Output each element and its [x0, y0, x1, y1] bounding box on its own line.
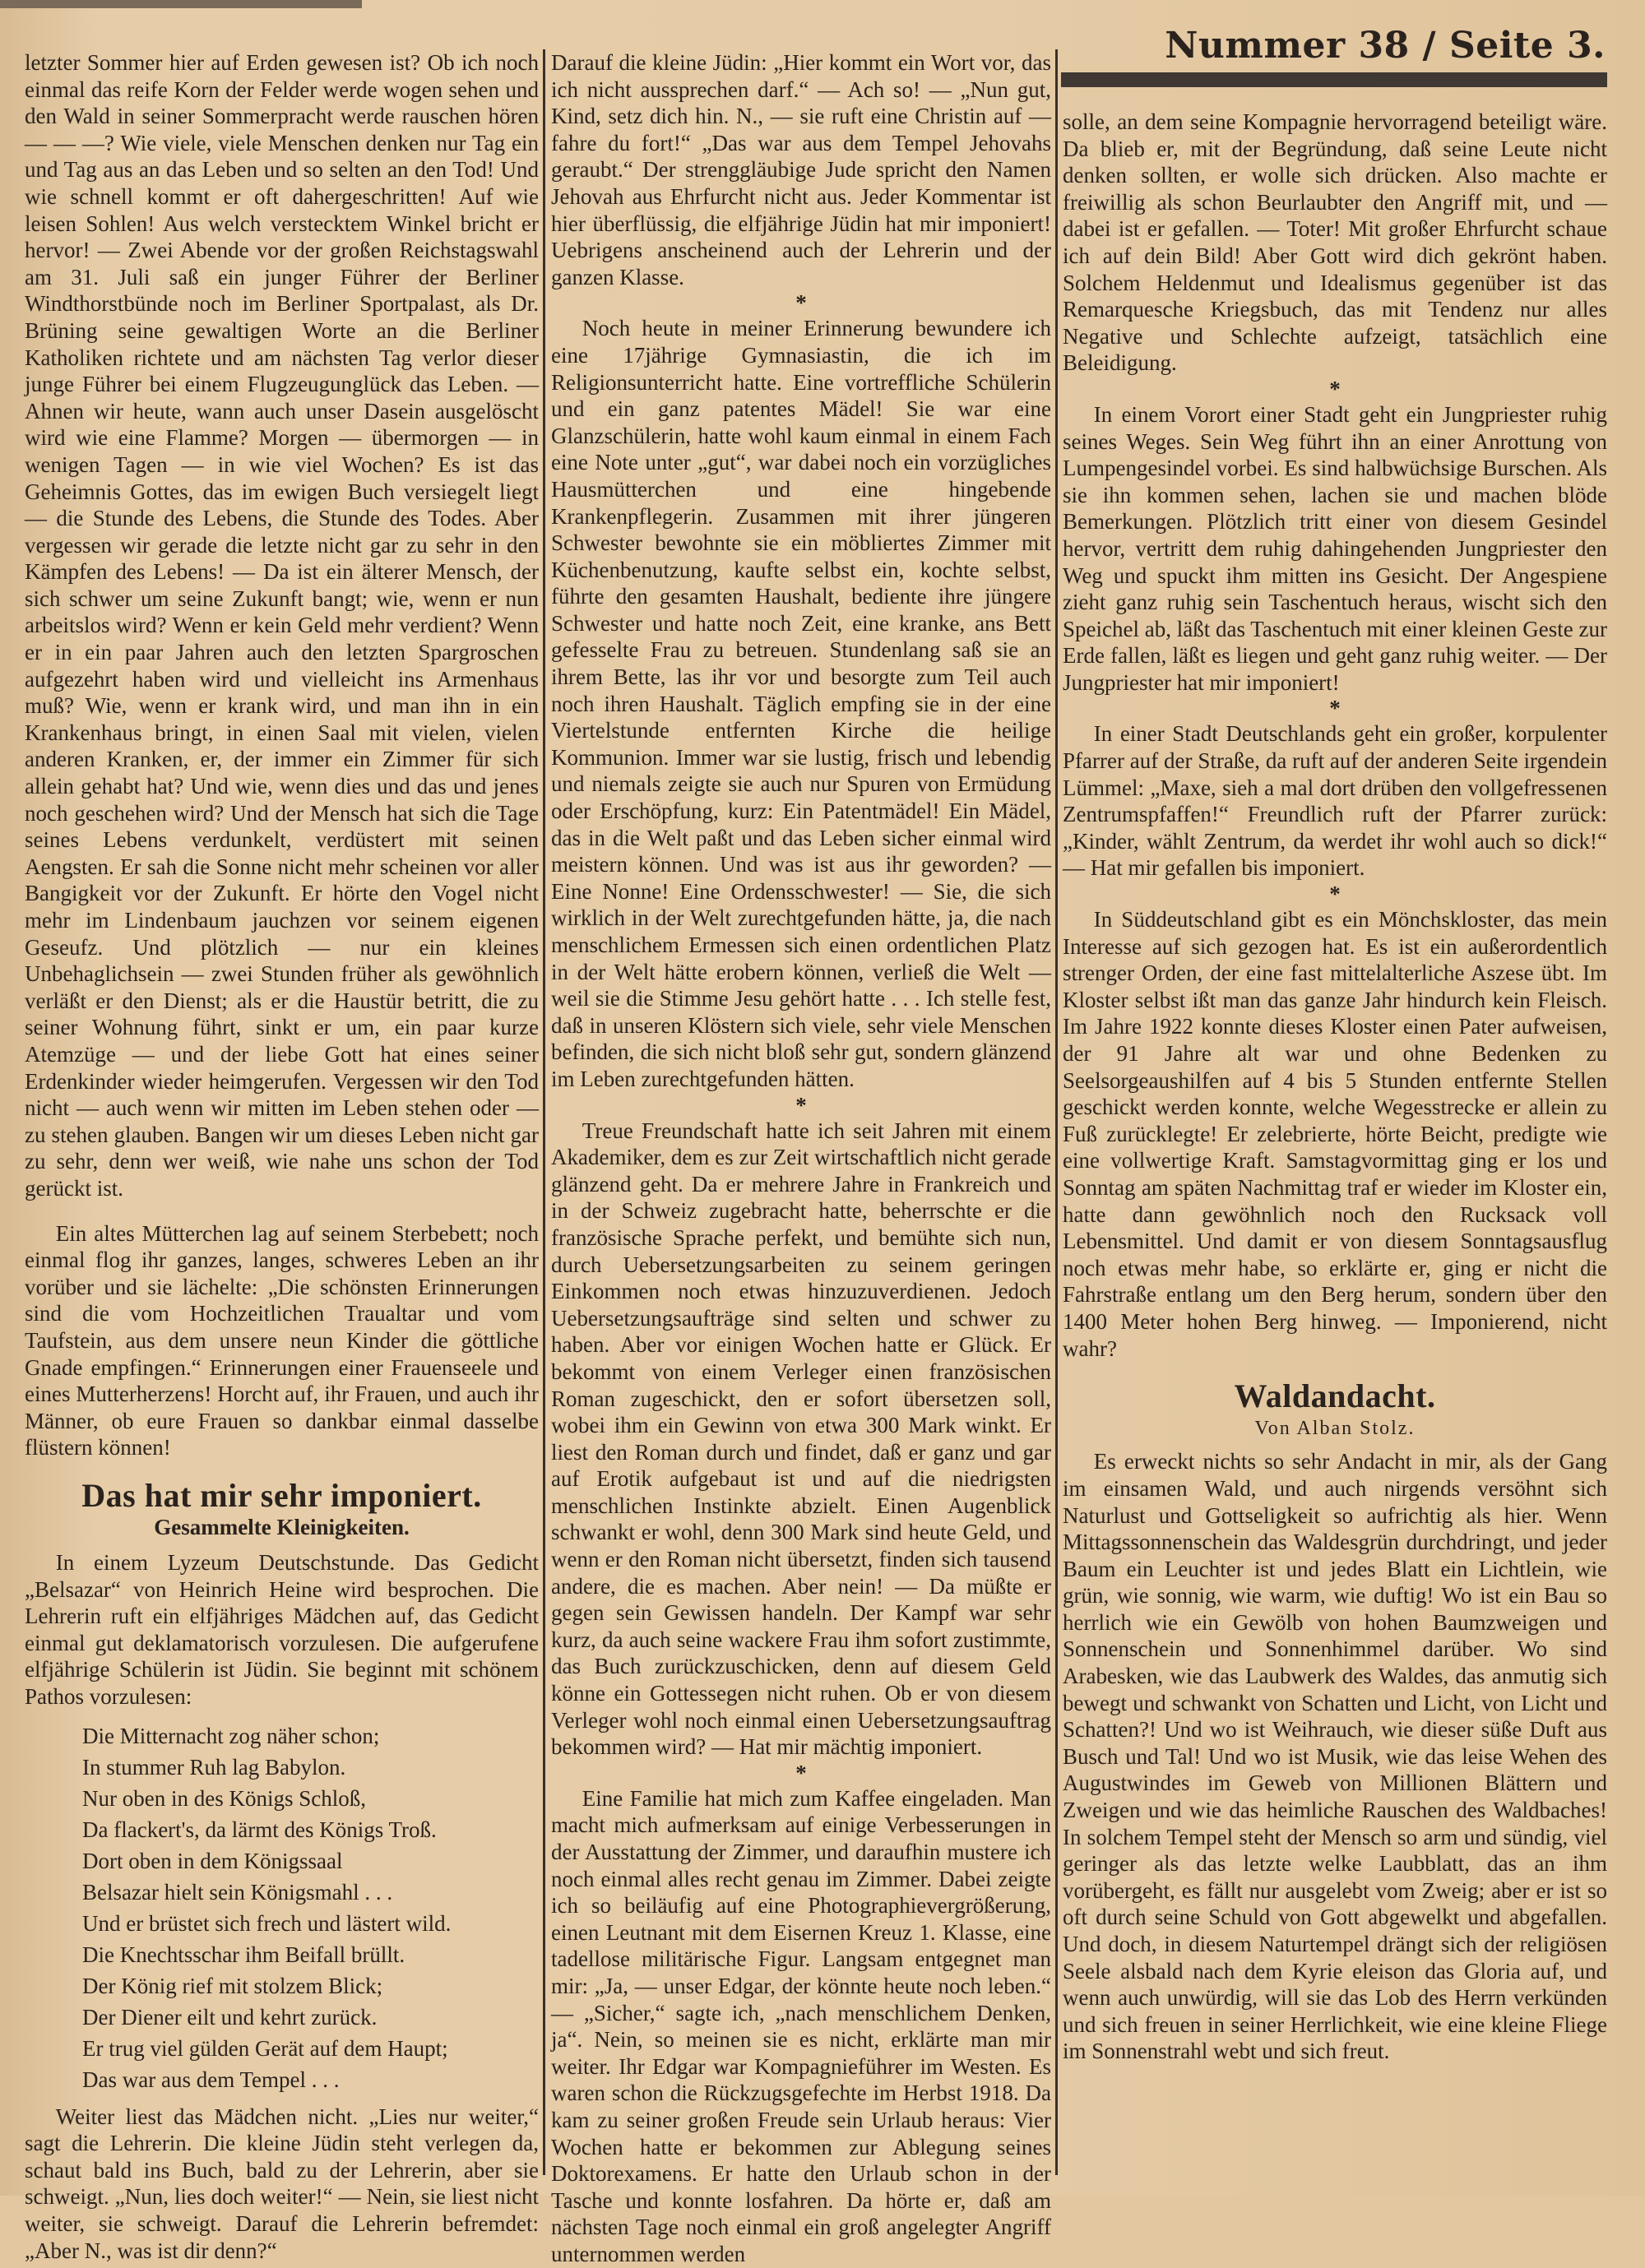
- paragraph: In Süddeutschland gibt es ein Mönchskloster, das mein Interesse auf sich gezogen hat. Es ist ein außerordentlich strenger Orden, der eine fast mittelalterliche Aszese übt. Im Kloster selbst ißt man das ganze Jahr hindurch kein Fleisch. Im Jahre 1922 konnte dieses Kloster einen Pater aufweisen, der 91 Jahre alt war und ohne Bedenken zu Seelsorgeaushilfen auf 4 bis 5 Stunden entfernte Stellen geschickt werden konnte, welche Wegesstrecke er allein zu Fuß zurücklegte! Er zelebrierte, hörte Beicht, predigte wie eine vollwertige Kraft. Samstagvormittag ging er los und Sonntag am späten Nachmittag traf er wieder im Kloster ein, hatte dann gewöhnlich noch den Rucksack voll Lebensmittel. Und damit er von diesem Sonntagsausflug noch etwas mehr habe, so erklärte er, ging er nicht die Fahrstraße entlang um den Berg herum, sondern über den 1400 Meter hohen Berg hinweg. — Imponierend, nicht wahr?: [1063, 907, 1607, 1361]
- poem-line: Er trug viel gülden Gerät auf dem Haupt;: [82, 2035, 448, 2061]
- section-separator: *: [1329, 696, 1341, 721]
- page-edge-strip: [0, 0, 362, 8]
- poem-line: In stummer Ruh lag Babylon.: [82, 1754, 346, 1780]
- poem-line: Der Diener eilt und kehrt zurück.: [82, 2004, 378, 2030]
- poem-line: Dort oben in dem Königssaal: [82, 1848, 343, 1873]
- header-rule-bar: [1061, 72, 1607, 87]
- article-subheadline: Gesammelte Kleinigkeiten.: [154, 1515, 410, 1540]
- article-headline: Das hat mir sehr imponiert.: [81, 1476, 482, 1514]
- poem-line: Die Knechtsschar ihm Beifall brüllt.: [82, 1942, 405, 1967]
- column-1: [25, 49, 539, 2264]
- paragraph: Eine Familie hat mich zum Kaffee eingeladen. Man macht mich aufmerksam auf einige Verbesserungen in der Ausstattung der Zimmer, und daraufhin mustere ich noch einmal alles recht genau im Zimmer. Dabei zeigte ich so beiläufig auf eine Photographievergrößerung, einen Leutnant mit dem Eisernen Kreuz 1. Klasse, eine tadellose militärische Figur. Langsam entgegnet man mir: „Ja, — unser Edgar, der könnte heute noch leben.“ — „Sicher,“ sagte ich, „nach menschlichem Denken, ja“. Nein, so meinen sie es nicht, erklärte man mir weiter. Ihr Edgar war Kompagnieführer im Westen. Es waren schon die Rückzugsgefechte im Herbst 1918. Da kam zu seiner großen Freude sein Urlaub heraus: Vier Wochen hatte er bekommen zur Ablegung seines Doktorexamens. Er hatte den Urlaub schon in der Tasche und konnte losfahren. Da hörte er, daß am nächsten Tage noch einmal ein groß angelegter Angriff unternommen werden: [551, 1785, 1051, 2266]
- paragraph: Es erweckt nichts so sehr Andacht in mir, als der Gang im einsamen Wald, und auch nirgends versöhnt sich Naturlust und Gottseligkeit so aufrichtig als hier. Wenn Mittagssonnenschein das Waldesgrün durchdringt, und jeder Baum ein Leuchter ist und jedes Blatt ein Lichtlein, wie grün, wie sonnig, wie warm, wie duftig! Wo ist ein Bau so herrlich wie ein Gewölb von hohen Baumzweigen und Sonnenschein und Sonnenhimmel darüber. Wo sind Arabesken, wie das Laubwerk des Waldes, das anmutig sich bewegt und schwankt von Schatten und Licht, von Licht und Schatten?! Und wo ist Weihrauch, wie dieser süße Duft aus Busch und Tal! Und wo ist Musik, wie das leise Wehen des Augustwindes im Geweb von Millionen Blättern und Zweigen und wie das heimliche Rauschen des Waldbaches! In solchem Tempel steht der Mensch so arm und sündig, viel geringer als das letzte welke Laubblatt, das an ihm vorübergeht, es fällt nur ausgelebt vom Zweig; aber er ist so oft durch seine Schuld von Gott abgewelkt und abgefallen. Und doch, in diesem Naturtempel drängt sich der religiösen Seele alsbald nach dem Kyrie eleison das Gloria auf, und wenn auch unwürdig, will sie das Lob des Herrn verkünden und sich freuen in seiner Herrlichkeit, wie eine kleine Fliege im Sonnenstrahl webt und sich freut.: [1063, 1449, 1607, 2064]
- paragraph: Darauf die kleine Jüdin: „Hier kommt ein Wort vor, das ich nicht aussprechen darf.“ — Ach so! — „Nun gut, Kind, setz dich hin. N., — sie ruft eine Christin auf — fahre du fort!“ „Das war aus dem Tempel Jehovahs geraubt.“ Der strenggläubige Jude spricht den Namen Jehovah aus Ehrfurcht nicht aus. Jeder Kommentar ist hier überflüssig, die elfjährige Jüdin hat mir imponiert! Uebrigens anscheinend auch der Lehrerin und der ganzen Klasse.: [551, 50, 1051, 289]
- column-3: [1063, 109, 1607, 2065]
- paragraph: In einem Vorort einer Stadt geht ein Jungpriester ruhig seines Weges. Sein Weg führt ihn an einer Anrottung von Lumpengesindel vorbei. Es sind halbwüchsige Burschen. Als sie ihn kommen sehen, lachen sie und machen blöde Bemerkungen. Plötzlich tritt einer von diesem Gesindel hervor, vertritt dem ruhig dahingehenden Jungpriester den Weg und spuckt ihm mitten ins Gesicht. Der Angespiene zieht ganz ruhig sein Taschentuch heraus, wischt sich den Speichel ab, läßt das Taschentuch mit einer kleinen Geste zur Erde fallen, läßt es liegen und geht ganz ruhig weiter. — Der Jungpriester hat mir imponiert!: [1063, 401, 1607, 695]
- paragraph: Treue Freundschaft hatte ich seit Jahren mit einem Akademiker, dem es zur Zeit wirtschaftlich nicht gerade glänzend geht. Da er mehrere Jahre in Frankreich und in der Schweiz zugebracht hatte, beherrschte er die französische Sprache perfekt, und bemühte sich nun, durch Uebersetzungsarbeiten zu seinem geringen Einkommen noch etwas hinzuzuverdienen. Jedoch Uebersetzungsaufträge sind selten und schwer zu haben. Aber vor einigen Wochen hatte er Glück. Er bekommt von einem Verleger einen französischen Roman zugeschickt, den er sofort übersetzen soll, wobei ihm ein Gewinn von etwa 300 Mark winkt. Er liest den Roman durch und findet, daß er ganz und gar auf Erotik aufgebaut ist und auf die niedrigsten menschlichen Instinkte abzielt. Einen Augenblick schwankt er wohl, denn 300 Mark sind heute Geld, und wenn er den Roman nicht übersetzt, finden sich tausend andere, die es machen. Aber nein! — Da müßte er gegen sein Gewissen handeln. Der Kampf war sehr kurz, da auch seine wackere Frau ihm sofort zustimmte, das Buch zurückzuschicken, denn auf diesem Geld könne ein Gottessegen nicht ruhen. Ob er von diesem Verleger wohl noch einmal einen Uebersetzungsauftrag bekommen wird? — Hat mir mächtig imponiert.: [551, 1118, 1051, 1760]
- page-number-header: Nummer 38 / Seite 3.: [1165, 25, 1606, 67]
- poem-line: Der König rief mit stolzem Blick;: [82, 1973, 383, 1998]
- paragraph: Weiter liest das Mädchen nicht. „Lies nur weiter,“ sagt die Lehrerin. Die kleine Jüdin steht verlegen da, schaut bald ins Buch, bald zu der Lehrerin, aber sie schweigt. „Nun, lies doch weiter!“ — Nein, sie liest nicht weiter, sie schweigt. Darauf die Lehrerin befremdet: „Aber N., was ist dir denn?“: [25, 2104, 539, 2263]
- paragraph: In einer Stadt Deutschlands geht ein großer, korpulenter Pfarrer auf der Straße, da ruft auf der anderen Seite irgendein Lümmel: „Maxe, sieh a mal dort drüben den vollgefressenen Zentrumspfaffen!“ Freundlich ruft der Pfarrer zurück: „Kinder, wählt Zentrum, da werdet ihr wohl auch so dick!“ — Hat mir gefallen bis imponiert.: [1063, 721, 1607, 881]
- poem-line: Belsazar hielt sein Königsmahl . . .: [82, 1879, 393, 1905]
- poem-line: Die Mitternacht zog näher schon;: [82, 1723, 380, 1748]
- column-divider: [1055, 49, 1058, 2175]
- article-byline: Von Alban Stolz.: [1254, 1417, 1416, 1439]
- section-separator: *: [795, 1760, 807, 1785]
- article-headline: Waldandacht.: [1234, 1377, 1436, 1415]
- section-separator: *: [1329, 882, 1341, 907]
- poem-line: Das war aus dem Tempel . . .: [82, 2067, 340, 2092]
- column-divider: [543, 49, 545, 2175]
- paragraph: Noch heute in meiner Erinnerung bewundere ich eine 17jährige Gymnasiastin, die ich im Religionsunterricht hatte. Eine vortreffliche Schülerin und ein ganz patentes Mädel! Sie war eine Glanzschülerin, hatte wohl kaum einmal in einem Fach eine Note unter „gut“, war dabei noch ein vorzügliches Hausmütterchen und eine hingebende Krankenpflegerin. Zusammen mit ihrer jüngeren Schwester bewohnte sie ein möbliertes Zimmer mit Küchenbenutzung, kaufte selbst ein, kochte selbst, führte den gesamten Haushalt, bediente ihre jüngere Schwester und hatte noch Zeit, eine kranke, ans Bett gefesselte Frau zu betreuen. Stundenlang saß sie an ihrem Bette, las ihr vor und besorgte zum Teil auch noch ihren Haushalt. Täglich empfing sie in der eine Viertelstunde entfernten Kirche die heilige Kommunion. Immer war sie lustig, frisch und lebendig und niemals zeigte sie auch nur Spuren von Ermüdung oder Erschöpfung, kurz: Ein Patentmädel! Ein Mädel, das in die Welt paßt und das Leben sicher einmal wird meistern können. Und was ist aus ihr geworden? — Eine Nonne! Eine Ordensschwester! — Sie, die sich wirklich in der Welt zurechtgefunden hätte, ja, die nach menschlichem Ermessen sich einen ordentlichen Platz in der Welt hätte erobern können, verließ die Welt — weil sie die Stimme Jesu gehört hatte . . . Ich stelle fest, daß in unseren Klöstern sich viele, sehr viele Menschen befinden, die sich nicht bloß sehr gut, sondern glänzend im Leben zurechtgefunden hätten.: [551, 316, 1051, 1091]
- paragraph: Ein altes Mütterchen lag auf seinem Sterbebett; noch einmal flog ihr ganzes, langes, schweres Leben an ihr vorüber und sie lächelte: „Die schönsten Erinnerungen sind die vom Hochzeitlichen Traualtar und vom Taufstein, aus dem unsere neun Kinder die göttliche Gnade empfingen.“ Erinnerungen einer Frauenseele und eines Mutterherzens! Horcht auf, ihr Frauen, und auch ihr Männer, ob eure Frauen so dankbar einmal dasselbe flüstern können!: [25, 1220, 539, 1460]
- poem-line: Da flackert's, da lärmt des Königs Troß.: [82, 1817, 437, 1842]
- poem-line: Und er brüstet sich frech und lästert wild.: [82, 1910, 452, 1936]
- section-separator: *: [795, 1092, 807, 1118]
- section-separator: *: [1329, 376, 1341, 401]
- paragraph: letzter Sommer hier auf Erden gewesen ist? Ob ich noch einmal das reife Korn der Felder werde wogen sehen und den Wald in seiner Sommerpracht werde rauschen hören — — —? Wie viele, viele Menschen denken nur Tag ein und Tag aus an das Leben und so selten an den Tod! Und wie schnell kommt er oft dahergeschritten! Auf wie leisen Sohlen! Aus welch verstecktem Winkel bricht er hervor! — Zwei Abende vor der großen Reichstagswahl am 31. Juli saß ein junger Führer der Berliner Windthorstbünde noch im Berliner Sportpalast, als Dr. Brüning seine gewaltigen Worte an die Berliner Katholiken richtete und am nächsten Tag verlor dieser junge Führer bei einem Flugzeugunglück das Leben. — Ahnen wir heute, wann auch unser Dasein ausgelöscht wird wie eine Flamme? Morgen — übermorgen — in wenigen Tagen — in wie viel Wochen? Es ist das Geheimnis Gottes, das im ewigen Buch versiegelt liegt — die Stunde des Lebens, die Stunde des Todes. Aber vergessen wir gerade die letzte nicht gar zu sehr in den Kämpfen des Lebens! — Da ist ein älterer Mensch, der sich schwer um seine Zukunft bangt; wie, wenn er nun arbeitslos wird? Wenn er kein Geld mehr verdient? Wenn er in ein paar Jahren auch den letzten Spargroschen aufgezehrt haben wird und vielleicht ins Armenhaus muß? Wie, wenn er krank wird, und man ihn in ein Krankenhaus bringt, in einen Saal mit vielen, vielen anderen Kranken, er, der immer ein Zimmer für sich allein gehabt hat? Und wie, wenn dies und das und jenes noch geschehen wird? Und der Mensch hat sich die Tage seines Lebens verdunkelt, verdüstert mit seinen Aengsten. Er sah die Sonne nicht mehr scheinen vor aller Bangigkeit vor der Zukunft. Er hörte den Vogel nicht mehr im Lindenbaum jauchzen vor seinem eigenen Geseufz. Und plötzlich — nur ein kleines Unbehaglichsein — zwei Stunden früher als gewöhnlich verläßt er den Dienst; als er die Haustür betritt, die zu seiner Wohnung führt, sinkt er um, ein paar kurze Atemzüge — und der liebe Gott hat eines seiner Erdenkinder wieder heimgerufen. Vergessen wir den Tod nicht — auch wenn wir mitten im Leben stehen oder — zu stehen glauben. Bangen wir um dieses Leben nicht gar zu sehr, denn wer weiß, wie nahe uns schon der Tod gerückt ist.: [25, 50, 539, 1201]
- poem-quote: [82, 1720, 539, 2095]
- poem-line: Nur oben in des Königs Schloß,: [82, 1785, 366, 1811]
- section-separator: *: [795, 290, 807, 316]
- column-2: [551, 49, 1051, 2268]
- paragraph: solle, an dem seine Kompagnie hervorragend beteiligt wäre. Da blieb er, mit der Begründung, daß seine Leute nicht denken sollten, er wolle sich drücken. Also machte er freiwillig als schon Beurlaubter den Angriff mit, und — dabei ist er gefallen. — Toter! Mit großer Ehrfurcht schaue ich auf dein Bild! Aber Gott wird dich gekrönt haben. Solchem Heldenmut und Idealismus gegenüber ist das Remarquesche Kriegsbuch, das mit Tendenz nur alles Negative und Schlechte aufzeigt, tatsächlich eine Beleidigung.: [1063, 109, 1607, 376]
- paragraph: In einem Lyzeum Deutschstunde. Das Gedicht „Belsazar“ von Heinrich Heine wird besprochen. Die Lehrerin ruft ein elfjähriges Mädchen auf, das Gedicht einmal gut deklamatorisch vorzulesen. Die aufgerufene elfjährige Schülerin ist Jüdin. Sie beginnt mit schönem Pathos vorzulesen:: [25, 1550, 539, 1710]
